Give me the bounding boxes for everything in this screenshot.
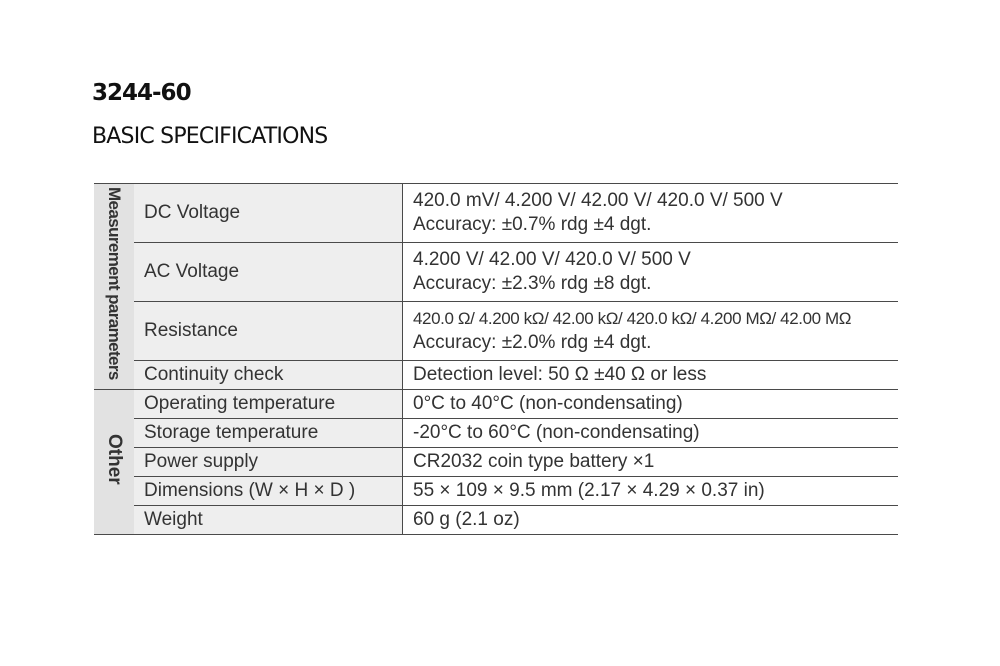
page-subtitle: BASIC SPECIFICATIONS — [92, 124, 328, 149]
param-dimensions: Dimensions (W × H × D ) — [134, 477, 403, 506]
group-label: Measurement parameters — [105, 187, 124, 380]
param-operating-temperature: Operating temperature — [134, 390, 403, 419]
value-dc-voltage — [403, 184, 899, 243]
table-row — [94, 506, 898, 535]
param-power-supply: Power supply — [134, 448, 403, 477]
group-other — [94, 390, 134, 535]
value-line: Accuracy: ±2.3% rdg ±8 dgt. — [413, 273, 652, 294]
value-line: 0°C to 40°C (non-condensating) — [413, 393, 683, 414]
table-row — [94, 448, 898, 477]
value-line: 4.200 V/ 42.00 V/ 420.0 V/ 500 V — [413, 249, 691, 270]
table-row — [94, 477, 898, 506]
value-line: Accuracy: ±0.7% rdg ±4 dgt. — [413, 214, 652, 235]
value-weight — [403, 506, 899, 535]
param-dc-voltage: DC Voltage — [134, 184, 403, 243]
table-row — [94, 390, 898, 419]
value-line: 420.0 Ω/ 4.200 kΩ/ 42.00 kΩ/ 420.0 kΩ/ 4.200 MΩ/ 42.00 MΩ — [413, 309, 852, 328]
param-ac-voltage: AC Voltage — [134, 243, 403, 302]
value-line: Detection level: 50 Ω ±40 Ω or less — [413, 364, 707, 385]
group-measurement-parameters — [94, 184, 134, 390]
value-continuity-check — [403, 361, 899, 390]
table-row — [94, 361, 898, 390]
value-ac-voltage — [403, 243, 899, 302]
table-row — [94, 302, 898, 361]
value-power-supply — [403, 448, 899, 477]
group-label: Other — [104, 433, 125, 485]
value-line: 55 × 109 × 9.5 mm (2.17 × 4.29 × 0.37 in) — [413, 480, 765, 501]
value-line: 420.0 mV/ 4.200 V/ 42.00 V/ 420.0 V/ 500 V — [413, 190, 783, 211]
param-resistance: Resistance — [134, 302, 403, 361]
value-line: -20°C to 60°C (non-condensating) — [413, 422, 700, 443]
param-weight: Weight — [134, 506, 403, 535]
value-operating-temperature — [403, 390, 899, 419]
param-storage-temperature: Storage temperature — [134, 419, 403, 448]
param-continuity-check: Continuity check — [134, 361, 403, 390]
model-number: 3244-60 — [92, 80, 191, 106]
specifications-table — [94, 183, 898, 535]
table-row — [94, 243, 898, 302]
value-dimensions — [403, 477, 899, 506]
table-row — [94, 184, 898, 243]
value-storage-temperature — [403, 419, 899, 448]
table-row — [94, 419, 898, 448]
value-resistance — [403, 302, 899, 361]
value-line: CR2032 coin type battery ×1 — [413, 451, 655, 472]
value-line: Accuracy: ±2.0% rdg ±4 dgt. — [413, 332, 652, 353]
value-line: 60 g (2.1 oz) — [413, 509, 520, 530]
